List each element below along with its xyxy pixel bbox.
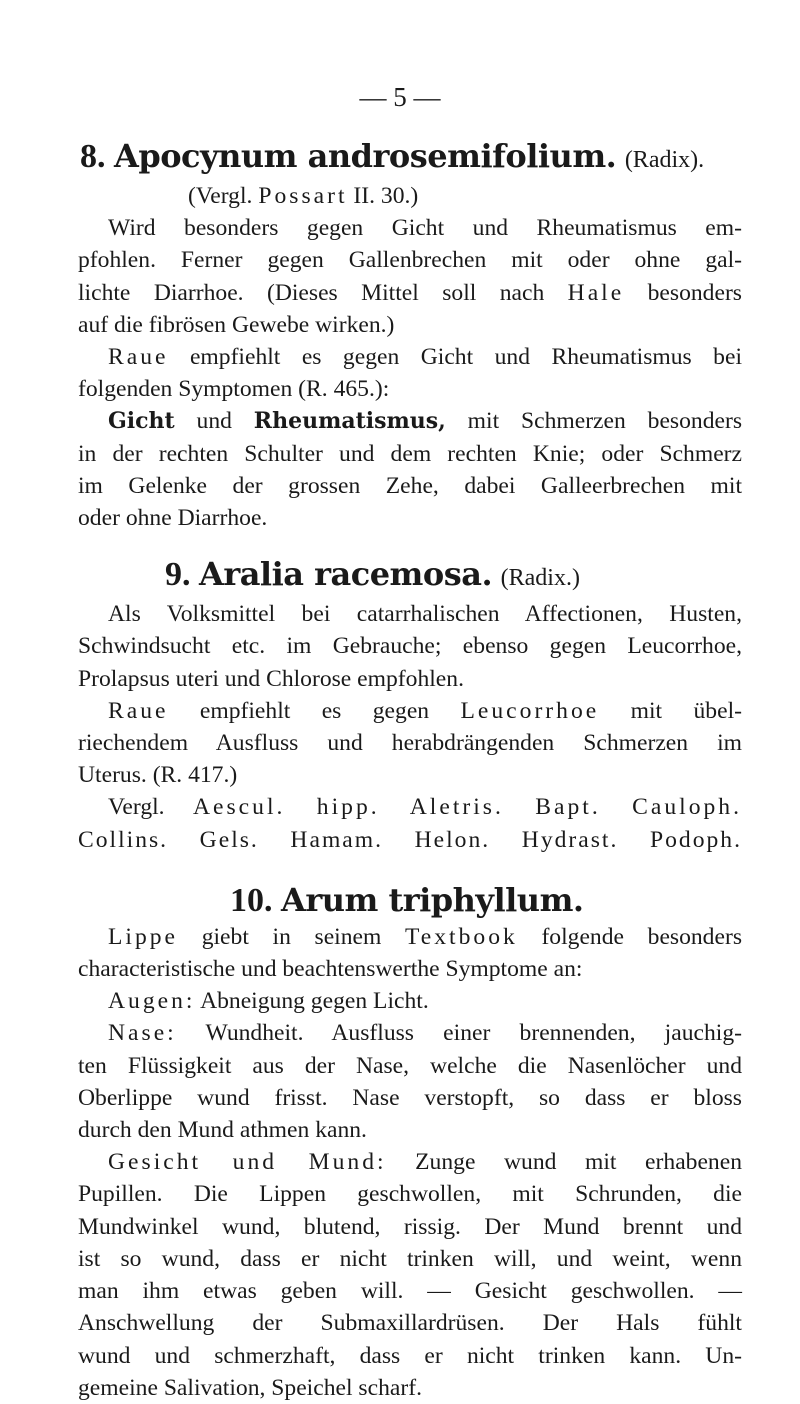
- s8-p1-line4: auf die fibrösen Gewebe wirken.): [78, 311, 395, 338]
- term-gicht: Gicht: [108, 408, 175, 435]
- section-9-number: 9.: [165, 556, 191, 594]
- label-augen: Augen:: [108, 988, 196, 1015]
- s9-p1-line1: Als Volksmittel bei catarrhalischen Affectionen, Husten,: [108, 601, 742, 628]
- author-raue: Raue: [108, 344, 169, 371]
- section-8-reference: [78, 180, 742, 212]
- s10-nase-line2: ten Flüssigkeit aus der Nase, welche die Nasenlöcher und: [78, 1052, 742, 1079]
- s9-p2-text-b: mit übel-: [599, 697, 742, 724]
- ref-suffix: II. 30.): [347, 183, 419, 209]
- term-und: und: [174, 408, 254, 435]
- section-9-heading: [78, 554, 742, 598]
- s8-p1-line2: pfohlen. Ferner gegen Gallenbrechen mit oder ohne gal-: [78, 247, 742, 274]
- ref-prefix: (Vergl.: [188, 183, 259, 209]
- s8-p3-line4: oder ohne Diarrhoe.: [78, 505, 268, 532]
- s8-p1-line3-text: lichte Diarrhoe. (Dieses Mittel soll nach: [78, 279, 568, 306]
- section-9-title: Aralia racemosa.: [199, 555, 493, 594]
- s10-gm-line4: ist so wund, dass er nicht trinken will, und weint, wenn: [78, 1245, 742, 1272]
- s9-p1-line2: Schwindsucht etc. im Gebrauche; ebenso gegen Leucorrhoe,: [78, 633, 742, 660]
- s8-p2-line2: folgenden Symptomen (R. 465.):: [78, 376, 390, 403]
- page-number: — 5 —: [359, 82, 441, 112]
- s8-p3-line1: [78, 405, 742, 437]
- s10-intro-line1: [78, 921, 742, 953]
- author-hale: Hale: [567, 279, 625, 306]
- s10-gm-line6: Anschwellung der Submaxillardrüsen. Der Hals fühlt: [78, 1310, 742, 1337]
- s10-intro-text-b: folgende besonders: [517, 923, 742, 950]
- vergl-label: Vergl.: [108, 794, 193, 821]
- section-10-title: Arum triphyllum.: [281, 880, 584, 919]
- section-8-number: 8.: [80, 138, 106, 175]
- section-10-number: 10.: [230, 881, 273, 919]
- s10-nase-line4: durch den Mund athmen kann.: [78, 1117, 367, 1144]
- ref-author: Possart: [258, 183, 348, 209]
- s9-p2-text-a: empfiehlt es gegen: [168, 697, 461, 724]
- s10-gm-line7: wund und schmerzhaft, dass er nicht trinken kann. Un-: [78, 1342, 742, 1369]
- term-rheumatismus: Rheumatismus,: [253, 408, 446, 435]
- label-gesicht-mund: Gesicht und Mund:: [108, 1149, 387, 1176]
- section-9-note: (Radix.): [500, 565, 580, 592]
- s8-p3-line2: in der rechten Schulter und dem rechten Knie; oder Schmerz: [78, 440, 742, 467]
- term-leucorrhoe: Leucorrhoe: [460, 697, 600, 724]
- s10-gm-line5: man ihm etwas geben will. — Gesicht geschwollen. —: [78, 1278, 742, 1305]
- s10-gm-line8: gemeine Salivation, Speichel scharf.: [78, 1374, 422, 1401]
- s8-p2-line1-text: empfiehlt es gegen Gicht und Rheumatismus bei: [168, 344, 742, 371]
- augen-text: Abneigung gegen Licht.: [195, 988, 429, 1015]
- section-8-title: Apocynum androsemifolium.: [114, 137, 617, 175]
- s8-p3-line3: im Gelenke der grossen Zehe, dabei Galleerbrechen mit: [78, 472, 742, 499]
- s10-nase-line3: Oberlippe wund frisst. Nase verstopft, so dass er bloss: [78, 1084, 742, 1111]
- s9-refs-line1: [78, 791, 742, 823]
- author-lippe: Lippe: [108, 923, 179, 950]
- s8-p1-line1: Wird besonders gegen Gicht und Rheumatismus em-: [108, 215, 742, 242]
- page-content: [78, 136, 742, 1404]
- s10-nase-line1: [78, 1017, 742, 1049]
- s9-p2-line1: [78, 695, 742, 727]
- gm-text: Zunge wund mit erhabenen: [386, 1149, 742, 1176]
- author-raue-2: Raue: [108, 697, 169, 724]
- term-textbook: Textbook: [405, 923, 518, 950]
- s9-p2-line2: riechendem Ausfluss und herabdrängenden Schmerzen im: [78, 730, 742, 757]
- s9-refs-line2: Collins. Gels. Hamam. Helon. Hydrast. Podoph.: [78, 826, 742, 853]
- s9-p2-line3: Uterus. (R. 417.): [78, 762, 238, 789]
- s8-p2-line1: [78, 341, 742, 373]
- s10-augen-line: [78, 985, 742, 1017]
- s9-p1-line3: Prolapsus uteri und Chlorose empfohlen.: [78, 665, 464, 692]
- s10-intro-text-a: giebt in seinem: [178, 923, 406, 950]
- refs-list-1: Aescul. hipp. Aletris. Bapt. Cauloph.: [192, 794, 742, 821]
- section-8-note: (Radix).: [624, 147, 705, 173]
- s10-gm-line3: Mundwinkel wund, blutend, rissig. Der Mund brennt und: [78, 1213, 742, 1240]
- section-8-heading: [78, 136, 742, 180]
- s8-p1-line3-tail: besonders: [624, 279, 742, 306]
- s10-intro-line2: characteristische und beachtenswerthe Symptome an:: [78, 956, 583, 983]
- s10-gm-line1: [78, 1146, 742, 1178]
- nase-text: Wundheit. Ausfluss einer brennenden, jauchig-: [176, 1020, 742, 1047]
- label-nase: Nase:: [108, 1020, 177, 1047]
- s10-gm-line2: Pupillen. Die Lippen geschwollen, mit Schrunden, die: [78, 1181, 742, 1208]
- s8-p1-line3: [78, 277, 742, 309]
- section-10-heading: [78, 880, 742, 921]
- s8-p3-line1-text: mit Schmerzen besonders: [445, 408, 743, 435]
